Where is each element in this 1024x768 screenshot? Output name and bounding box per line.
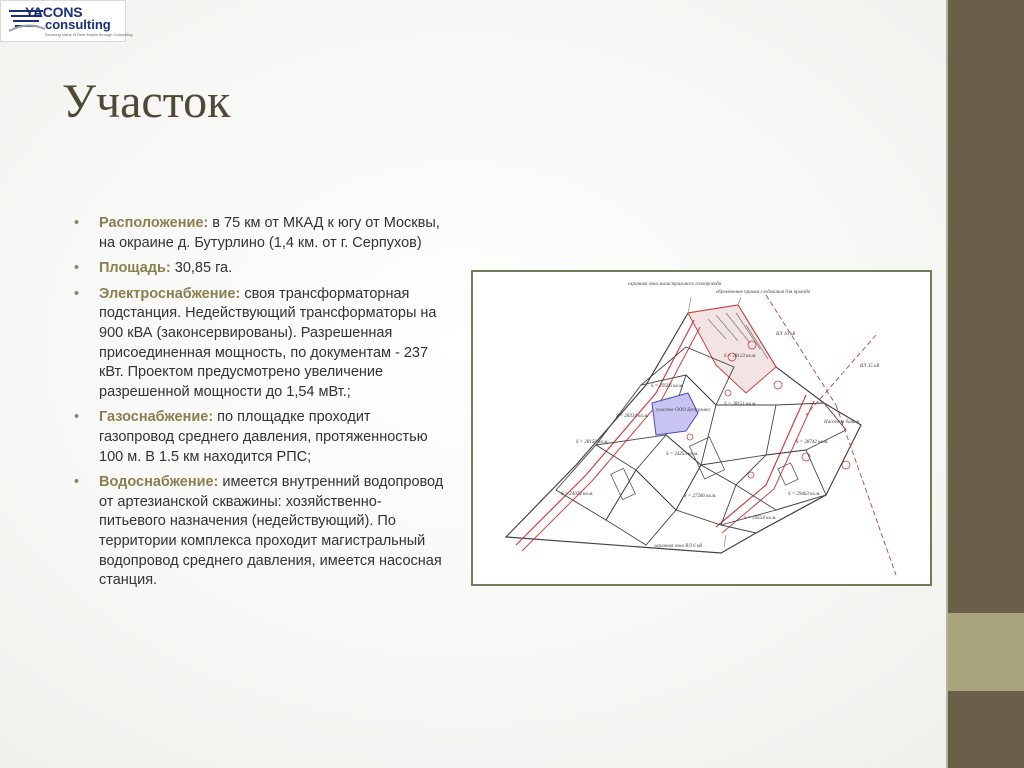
bullet-label: Водоснабжение:: [99, 474, 219, 491]
map-area-label: S = 24072 кв.м.: [561, 492, 594, 497]
bullet-label: Расположение:: [99, 215, 209, 231]
slide-title: Участок: [62, 75, 231, 128]
bullet-dot-icon: •: [74, 260, 80, 277]
side-bar-accent: [948, 613, 1024, 691]
logo-tagline: Securing Value in Real Estate through Consulting: [45, 32, 133, 37]
bullet-text: своя трансформаторная подстанция. Недействующий трансформаторы на 900 кВА (законсервированы). Разрешенная присоединенная мощность, по документам - 237 кВт. Проектом предусмотрено увеличение разрешенной мощности до 1,54 мВт.;: [99, 285, 437, 400]
map-area-label: S = 28150 кв.м.: [576, 440, 609, 445]
bullet-text: по площадке проходит газопровод среднего давления, протяженностью 100 м. В 1.5 км находится РПС;: [99, 409, 428, 465]
bullet-label: Площадь:: [99, 260, 171, 277]
bullet-gas: [72, 408, 448, 467]
bullet-power: [72, 285, 448, 403]
bullet-text: в 75 км от МКАД к югу от Москвы, на окраине д. Бутурлино (1,4 км. от г. Серпухов): [99, 215, 440, 251]
map-label-plot: участок ООО Бутурлино: [656, 408, 710, 413]
logo-sub: consulting: [45, 17, 111, 32]
map-label-line-35: ВЛ 35 кВ: [860, 364, 880, 369]
map-area-label: S = 28123 кв.м.: [724, 354, 757, 359]
map-area-label: S = 24253 кв.м.: [666, 452, 699, 457]
map-area-label: S = 29506 кв.м.: [651, 384, 684, 389]
map-label-gas-zone: охранная зона магистрального газопровода: [628, 282, 722, 287]
site-plan-drawing: [476, 275, 927, 581]
map-label-burden: обременение правом следования для проезда: [716, 290, 811, 295]
bullet-label: Газоснабжение:: [99, 409, 214, 426]
site-plan-map: [471, 270, 932, 586]
bullet-list: [72, 214, 448, 597]
bullet-dot-icon: •: [74, 409, 80, 426]
bullet-text: имеется внутренний водопровод от артезианской скважины: хозяйственно-питьевого назначения (недействующий). По территории комплекса проходит магистральный водопровод среднего давления, имеется насосная станция.: [99, 474, 444, 589]
bullet-water: [72, 473, 448, 591]
map-area-label: S = 28151 кв.м.: [724, 402, 757, 407]
bullet-dot-icon: •: [74, 215, 80, 231]
map-area-label: S = 28742 кв.м.: [796, 440, 829, 445]
bullet-area: [72, 259, 448, 279]
bullet-label: Электроснабжение:: [99, 285, 241, 302]
logo-name: YACONS: [25, 4, 83, 20]
bullet-dot-icon: •: [74, 285, 80, 302]
map-area-label: S = 28334 кв.м.: [616, 414, 649, 419]
map-area-label: S = 27266 кв.м.: [684, 494, 717, 499]
company-logo: [0, 0, 133, 42]
bullet-text: 30,85 га.: [170, 260, 233, 277]
bullet-location: [72, 214, 448, 253]
map-label-tower: Насосная башня: [824, 420, 860, 425]
map-area-label: S = 29463 кв.м.: [788, 492, 821, 497]
bullet-dot-icon: •: [74, 474, 80, 491]
map-label-power-zone: охранная зона ВЛ 6 кВ: [654, 544, 703, 549]
map-label-line-10: ВЛ 10 кВ: [776, 332, 796, 337]
map-area-label: S = 29554 кв.м.: [744, 516, 777, 521]
